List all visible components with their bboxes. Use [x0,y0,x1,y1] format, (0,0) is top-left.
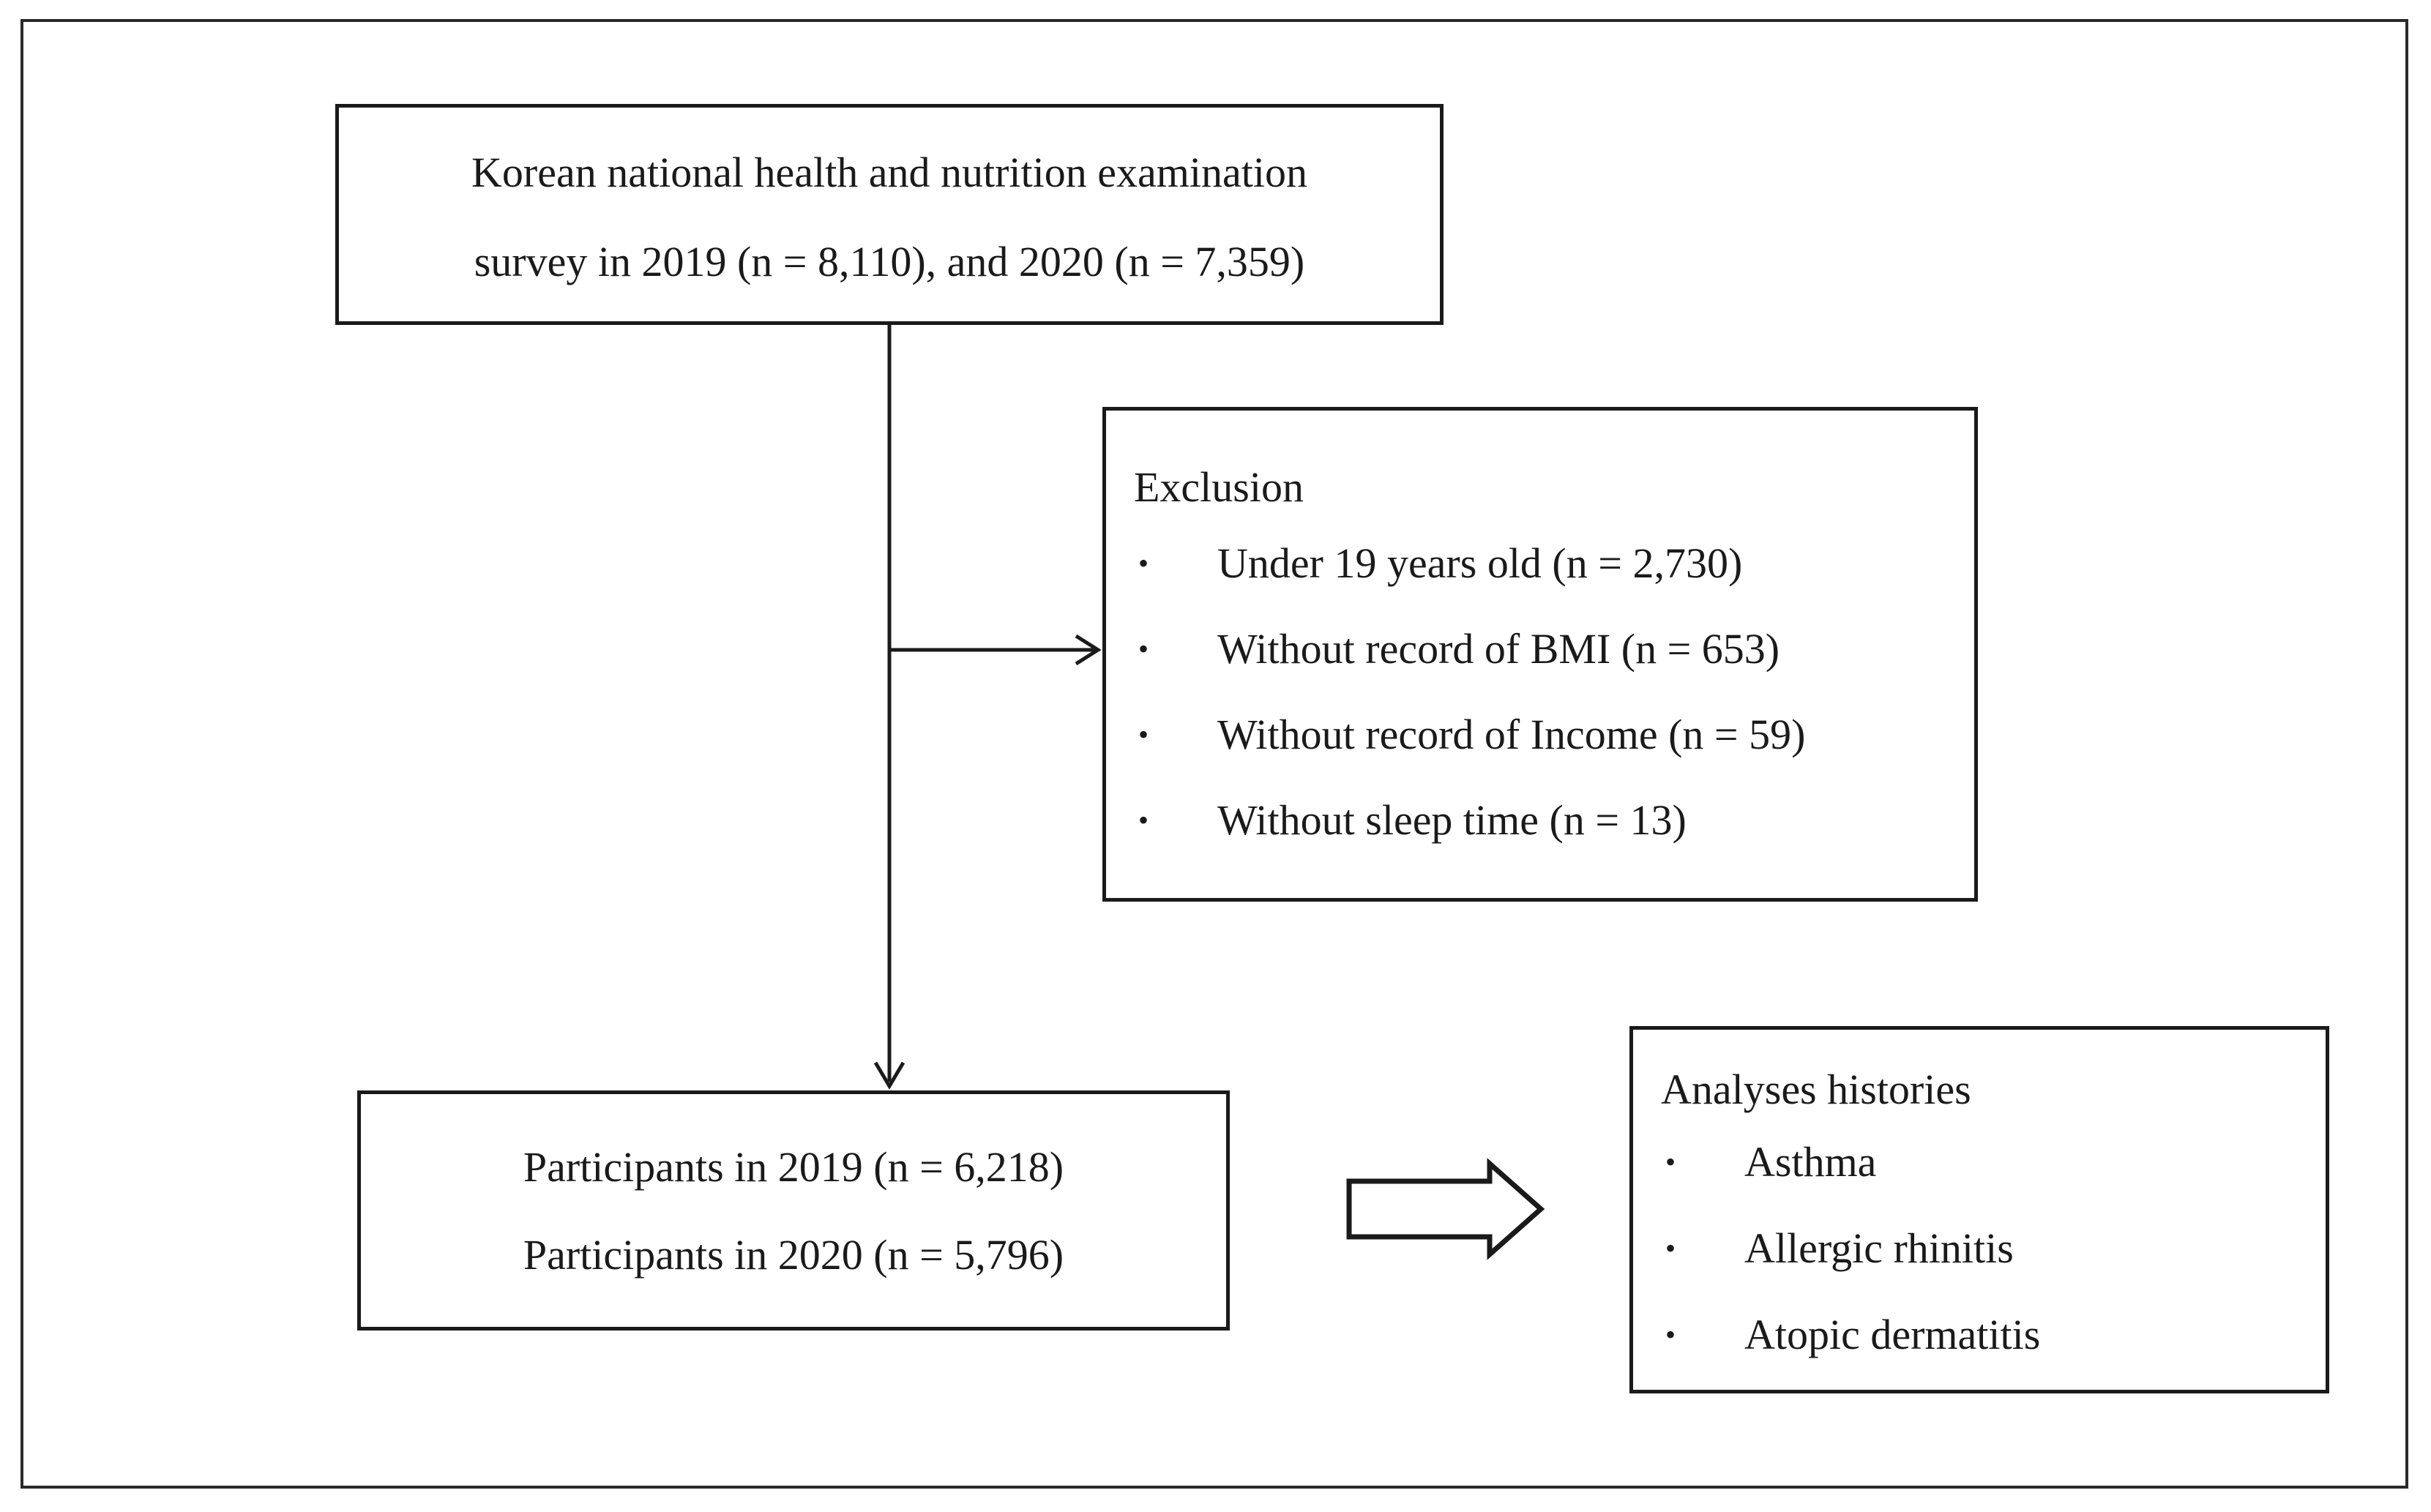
bullet-icon: • [1665,1145,1676,1178]
participants-2019: Participants in 2019 (n = 6,218) [523,1143,1064,1191]
block-arrow-to-analyses [1349,1164,1541,1254]
exclusion-item [1134,777,1974,863]
participants-box [357,1090,1230,1331]
exclusion-box [1102,407,1978,902]
analyses-heading: Analyses histories [1661,1066,1971,1113]
bullet-icon: • [1138,547,1149,580]
exclusion-item [1134,692,1974,777]
exclusion-heading: Exclusion [1134,463,1304,511]
exclusion-item-text: Without record of Income (n = 59) [1217,711,1806,758]
exclusion-item-text: Without record of BMI (n = 653) [1217,625,1780,673]
source-survey-line-2: survey in 2019 (n = 8,110), and 2020 (n = 7,359) [474,238,1305,285]
exclusion-item [1134,606,1974,692]
analyses-item-text: Atopic dermatitis [1744,1311,2041,1358]
bullet-icon: • [1138,718,1149,751]
exclusion-item-text: Without sleep time (n = 13) [1217,796,1687,844]
analyses-item-text: Allergic rhinitis [1744,1224,2014,1272]
analyses-item [1661,1119,2326,1205]
bullet-icon: • [1665,1232,1676,1265]
exclusion-item-text: Under 19 years old (n = 2,730) [1217,539,1743,587]
analyses-box [1629,1026,2329,1393]
source-survey-box [335,104,1444,325]
analyses-item [1661,1205,2326,1292]
source-survey-line-1: Korean national health and nutrition examination [471,149,1307,196]
analyses-item [1661,1292,2326,1378]
participants-2020: Participants in 2020 (n = 5,796) [523,1231,1064,1279]
bullet-icon: • [1138,804,1149,837]
exclusion-item [1134,520,1974,606]
analyses-item-text: Asthma [1744,1138,1877,1186]
bullet-icon: • [1665,1318,1676,1351]
bullet-icon: • [1138,632,1149,665]
